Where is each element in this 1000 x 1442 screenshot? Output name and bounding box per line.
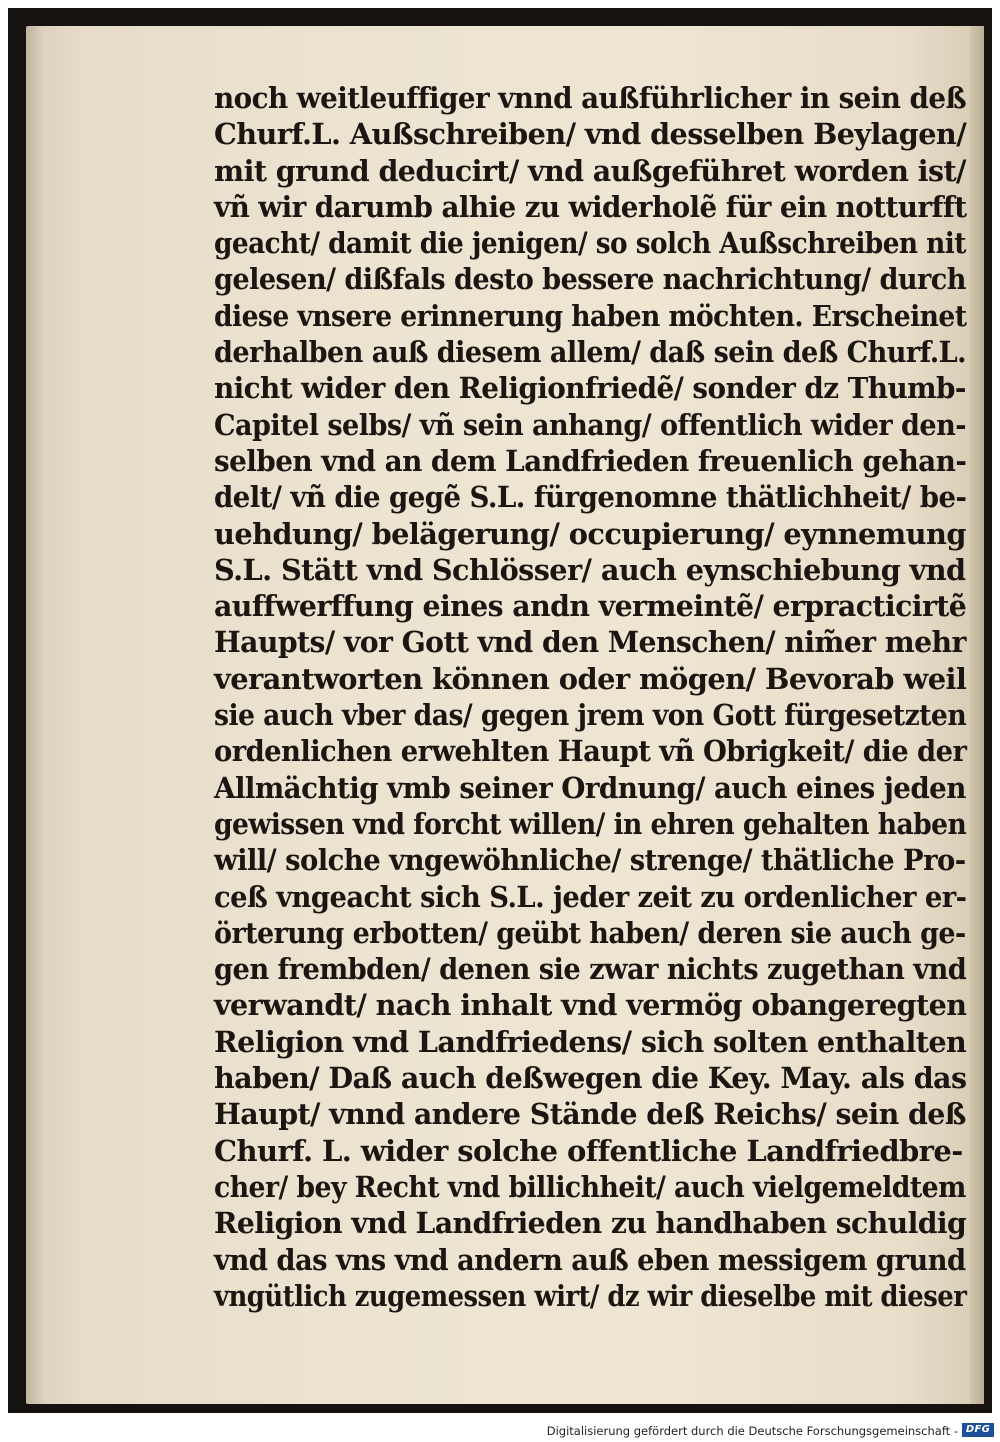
text-line: sie auch vber das/ gegen jrem von Gott fürgesetzten <box>214 698 967 733</box>
text-line: verwandt/ nach inhalt vnd vermög obangeregten <box>214 988 967 1023</box>
funding-notice: Digitalisierung gefördert durch die Deutsche Forschungsgemeinschaft - <box>546 1424 958 1438</box>
text-line: örterung erbotten/ geübt haben/ deren sie auch ge- <box>214 915 966 950</box>
text-line: ordenlichen erwehlten Haupt vñ Obrigkeit/ die der <box>214 734 967 769</box>
text-line: geacht/ damit die jenigen/ so solch Außschreiben nit <box>214 226 966 261</box>
text-line: gen frembden/ denen sie zwar nichts zugethan vnd <box>214 952 967 987</box>
text-line: haben/ Daß auch deßwegen die Key. May. als das <box>214 1061 967 1096</box>
text-line: uehdung/ belägerung/ occupierung/ eynnemung <box>214 516 966 551</box>
text-line: gewissen vnd forcht willen/ in ehren gehalten haben <box>214 806 967 841</box>
text-line: selben vnd an dem Landfrieden freuenlich gehan- <box>214 443 967 478</box>
text-line: Allmächtig vmb seiner Ordnung/ auch eines jeden <box>214 770 966 805</box>
text-line: gelesen/ dißfals desto bessere nachrichtung/ durch <box>214 262 966 297</box>
text-line: Churf.L. Außschreiben/ vnd desselben Beylagen/ <box>214 117 967 152</box>
text-line: vñ wir darumb alhie zu widerholẽ für ein notturfft <box>214 189 967 224</box>
text-line: will/ solche vngewöhnliche/ strenge/ thätliche Pro- <box>214 843 966 878</box>
footer <box>0 1422 1000 1442</box>
text-line: Capitel selbs/ vñ sein anhang/ offentlich wider den- <box>214 407 966 442</box>
text-line: Haupt/ vnnd andere Stände deß Reichs/ sein deß <box>214 1097 966 1132</box>
text-line: ceß vngeacht sich S.L. jeder zeit zu ordenlicher er- <box>214 879 967 914</box>
page-gutter <box>26 26 44 1404</box>
text-line: mit grund deducirt/ vnd außgeführet worden ist/ <box>214 153 966 188</box>
page-text <box>214 80 974 1314</box>
text-line: diese vnsere erinnerung haben möchten. Erscheinet <box>214 298 967 333</box>
text-line: delt/ vñ die gegẽ S.L. fürgenomne thätlichheit/ be- <box>214 480 967 515</box>
text-line: cher/ bey Recht vnd billichheit/ auch vielgemeldtem <box>214 1169 966 1204</box>
text-line: S.L. Stätt vnd Schlösser/ auch eynschiebung vnd <box>214 552 966 587</box>
text-line: Haupts/ vor Gott vnd den Menschen/ nim̃er mehr <box>214 625 966 660</box>
text-line: noch weitleuffiger vnnd außführlicher in sein deß <box>214 81 967 115</box>
text-line: Religion vnd Landfriedens/ sich solten enthalten <box>214 1024 967 1059</box>
text-line: verantworten können oder mögen/ Bevorab weil <box>214 661 967 696</box>
text-line: Religion vnd Landfrieden zu handhaben schuldig <box>214 1206 967 1241</box>
text-line: derhalben auß diesem allem/ daß sein deß Churf.L. <box>214 335 966 370</box>
dfg-logo: DFG <box>962 1423 994 1437</box>
text-line: vngütlich zugemessen wirt/ dz wir dieselbe mit dieser <box>214 1278 967 1313</box>
text-line: auffwerffung eines andn vermeintẽ/ erpracticirtẽ <box>214 589 967 624</box>
text-line: vnd das vns vnd andern auß eben messigem grund <box>214 1242 966 1277</box>
text-line: nicht wider den Religionfriedẽ/ sonder dz Thumb- <box>214 371 966 406</box>
text-line: Churf. L. wider solche offentliche Landfriedbre- <box>214 1133 963 1168</box>
